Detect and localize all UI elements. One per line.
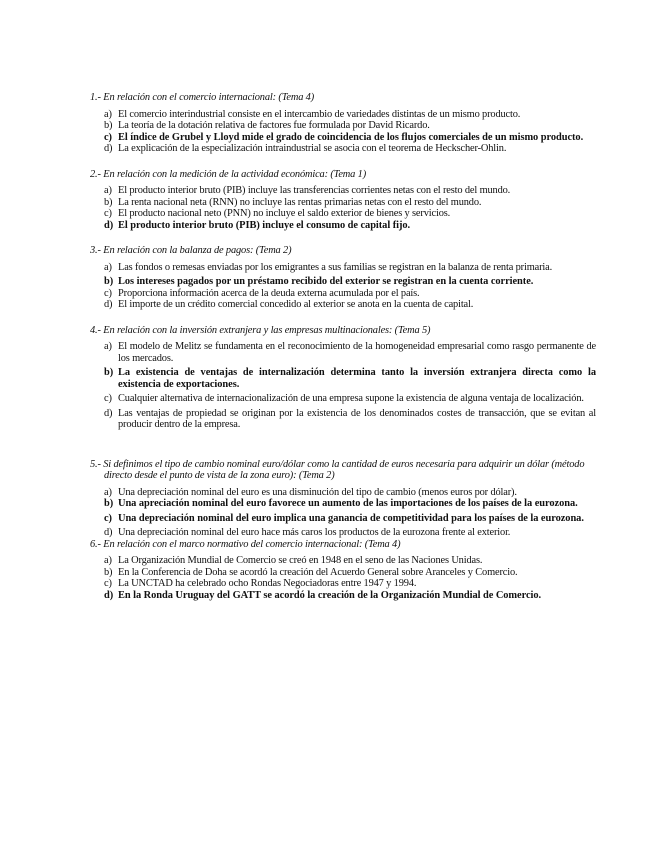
- answer-option-a: [96, 109, 596, 121]
- answer-option-b-correct: [96, 276, 596, 288]
- exam-document: [90, 92, 596, 601]
- question-5: [90, 458, 596, 539]
- question-6: [90, 538, 596, 602]
- answer-list: [96, 185, 596, 231]
- answer-letter: b): [104, 120, 113, 131]
- question-title: 5.- Si definimos el tipo de cambio nominal euro/dólar como la cantidad de euros necesaria para adquirir un dólar (método directo desde el punto de vista de la zona euro): (Tema 2): [90, 458, 585, 481]
- answer-option-c: [96, 288, 596, 300]
- answer-text: El producto interior bruto (PIB) incluye las transferencias corrientes netas con el resto del mundo.: [118, 185, 511, 196]
- answer-text: En la Conferencia de Doha se acordó la creación del Acuerdo General sobre Aranceles y Comercio.: [118, 566, 518, 578]
- answer-option-a: [96, 487, 596, 499]
- answer-letter: a): [104, 185, 112, 196]
- question-title: 6.- En relación con el marco normativo del comercio internacional: (Tema 4): [90, 538, 401, 550]
- answer-list: [96, 109, 596, 155]
- answer-option-a: [96, 341, 596, 364]
- answer-text: El comercio interindustrial consiste en el intercambio de variedades distintas de un mismo producto.: [118, 108, 521, 120]
- answer-option-c: [96, 393, 596, 405]
- answer-text: Una depreciación nominal del euro implica una ganancia de competitividad para los países de la eurozona.: [118, 512, 584, 524]
- answer-text: La Organización Mundial de Comercio se creó en 1948 en el seno de las Naciones Unidas.: [118, 555, 483, 566]
- answer-list: [96, 341, 596, 431]
- answer-letter: d): [104, 527, 113, 538]
- answer-letter: c): [104, 287, 112, 299]
- answer-option-b: [96, 197, 596, 209]
- answer-option-a: [96, 555, 596, 567]
- answer-text: La renta nacional neta (RNN) no incluye las rentas primarias netas con el resto del mundo.: [118, 196, 482, 208]
- answer-text: El modelo de Melitz se fundamenta en el reconocimiento de la homogeneidad empresarial como rasgo permanente de los mercados.: [118, 341, 596, 364]
- answer-option-d: [96, 527, 596, 539]
- answer-option-a: [96, 185, 596, 197]
- answer-text: La UNCTAD ha celebrado ocho Rondas Negociadoras entre 1947 y 1994.: [118, 578, 417, 589]
- answer-option-b-correct: [96, 498, 596, 510]
- answer-option-d: [96, 143, 596, 155]
- answer-list: [96, 555, 596, 601]
- question-4: [90, 324, 596, 431]
- answer-letter: d): [104, 219, 114, 231]
- answer-option-b: [96, 567, 596, 579]
- answer-text: Una depreciación nominal del euro hace más caros los productos de la eurozona frente al exterior.: [118, 527, 511, 538]
- answer-option-d-correct: [96, 590, 596, 602]
- answer-option-a: [96, 262, 596, 274]
- answer-letter: d): [104, 299, 113, 310]
- question-title: 4.- En relación con la inversión extranjera y las empresas multinacionales: (Tema 5): [90, 324, 431, 336]
- answer-option-b: [96, 120, 596, 132]
- answer-text: El producto interior bruto (PIB) incluye el consumo de capital fijo.: [118, 219, 411, 231]
- answer-letter: b): [104, 498, 114, 509]
- question-title: 1.- En relación con el comercio internacional: (Tema 4): [90, 92, 315, 103]
- answer-letter: b): [104, 367, 114, 378]
- answer-letter: c): [104, 131, 112, 143]
- answer-text: En la Ronda Uruguay del GATT se acordó la creación de la Organización Mundial de Comercio.: [118, 589, 542, 601]
- answer-option-c-correct: [96, 513, 596, 525]
- answer-letter: c): [104, 578, 112, 589]
- question-3: [90, 245, 596, 311]
- answer-text: La teoría de la dotación relativa de factores fue formulada por David Ricardo.: [118, 120, 430, 131]
- answer-text: El importe de un crédito comercial concedido al exterior se anota en la cuenta de capital.: [118, 299, 474, 310]
- question-1: [90, 92, 596, 155]
- question-title: 3.- En relación con la balanza de pagos: (Tema 2): [90, 245, 292, 256]
- answer-letter: d): [104, 143, 113, 154]
- answer-letter: b): [104, 276, 114, 287]
- answer-letter: c): [104, 208, 112, 219]
- answer-text: La explicación de la especialización intraindustrial se asocia con el teorema de Heckscher-Ohlin.: [118, 143, 507, 154]
- answer-text: Una depreciación nominal del euro es una disminución del tipo de cambio (menos euros por dólar).: [118, 486, 517, 498]
- answer-letter: d): [104, 407, 113, 419]
- answer-letter: a): [104, 108, 112, 120]
- answer-option-d-correct: [96, 220, 596, 232]
- question-2: [90, 168, 596, 232]
- answer-option-b-correct: [96, 367, 596, 390]
- answer-option-c: [96, 578, 596, 590]
- answer-letter: a): [104, 486, 112, 498]
- answer-text: Cualquier alternativa de internacionalización de una empresa supone la existencia de alguna ventaja de localización.: [118, 393, 584, 404]
- answer-text: Los intereses pagados por un préstamo recibido del exterior se registran en la cuenta corriente.: [118, 276, 534, 287]
- answer-option-c: [96, 208, 596, 220]
- answer-letter: a): [104, 261, 112, 273]
- answer-letter: c): [104, 393, 112, 404]
- answer-text: El índice de Grubel y Lloyd mide el grado de coincidencia de los flujos comerciales de un mismo producto.: [118, 131, 584, 143]
- answer-text: Proporciona información acerca de la deuda externa acumulada por el país.: [118, 287, 420, 299]
- answer-text: La existencia de ventajas de internalización determina tanto la inversión extranjera directa como la existencia de exportaciones.: [118, 367, 596, 390]
- answer-option-d: [96, 408, 596, 431]
- answer-letter: a): [104, 555, 112, 566]
- answer-text: Una apreciación nominal del euro favorece un aumento de las importaciones de los países de la eurozona.: [118, 498, 578, 509]
- answer-letter: d): [104, 589, 114, 601]
- answer-option-d: [96, 299, 596, 311]
- answer-letter: b): [104, 566, 113, 578]
- answer-option-c-correct: [96, 132, 596, 144]
- answer-letter: a): [104, 341, 112, 352]
- answer-text: El producto nacional neto (PNN) no incluye el saldo exterior de bienes y servicios.: [118, 208, 451, 219]
- answer-list: [96, 262, 596, 311]
- answer-letter: b): [104, 196, 113, 208]
- answer-text: Las ventajas de propiedad se originan por la existencia de los denominados costes de transacción, que se evitan al producir dentro de la empresa.: [118, 407, 596, 430]
- answer-letter: c): [104, 512, 112, 524]
- question-title: 2.- En relación con la medición de la actividad económica: (Tema 1): [90, 168, 367, 180]
- answer-list: [96, 487, 596, 539]
- answer-text: Las fondos o remesas enviadas por los emigrantes a sus familias se registran en la balanza de renta primaria.: [118, 261, 553, 273]
